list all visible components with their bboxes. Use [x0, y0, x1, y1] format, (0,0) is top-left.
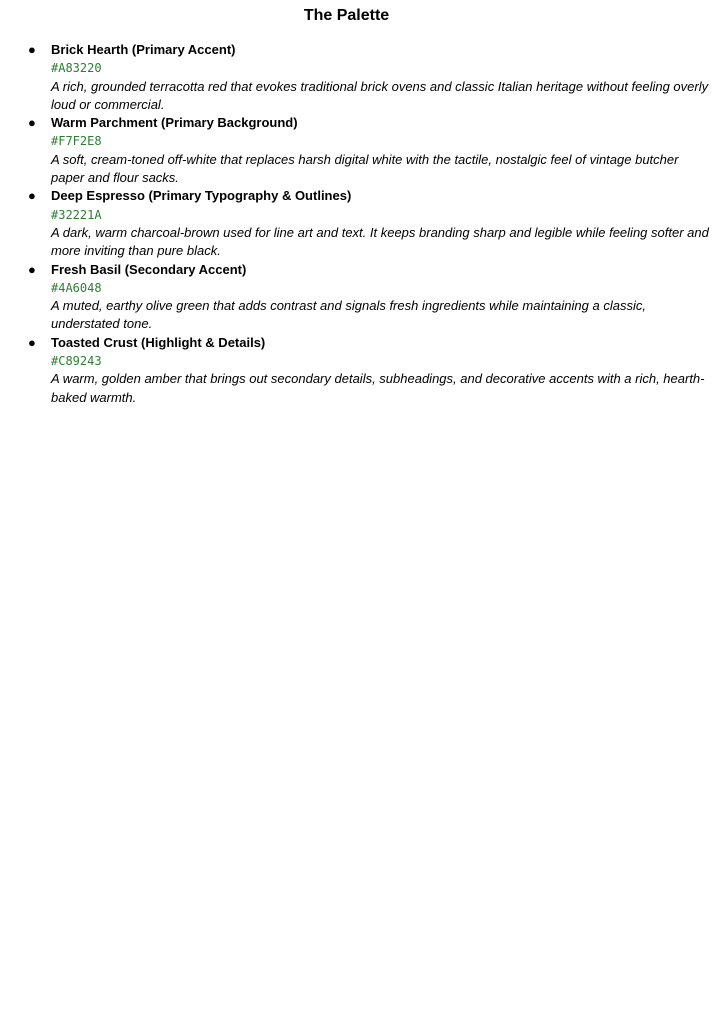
bullet-icon: ● — [28, 115, 36, 131]
color-name: Fresh Basil (Secondary Accent) — [51, 261, 247, 277]
color-name: Warm Parchment (Primary Background) — [51, 115, 298, 131]
color-description: A muted, earthy olive green that adds contrast and signals fresh ingredients while maintaining a classic, understated tone. — [51, 298, 646, 332]
list-item-brick-hearth — [28, 41, 711, 114]
list-item-deep-espresso — [28, 187, 711, 260]
color-description: A warm, golden amber that brings out secondary details, subheadings, and decorative accents with a rich, hearth-baked warmth. — [51, 371, 705, 405]
color-name: Toasted Crust (Highlight & Details) — [51, 334, 266, 350]
color-hex-code: #4A6048 — [51, 280, 102, 295]
bullet-icon: ● — [28, 42, 36, 57]
list-item-warm-parchment — [28, 114, 711, 187]
color-hex-code: #A83220 — [51, 61, 102, 76]
color-description: A dark, warm charcoal-brown used for line art and text. It keeps branding sharp and legible while feeling softer and more inviting than pure black. — [51, 224, 709, 259]
list-item-fresh-basil — [28, 261, 711, 334]
color-description: A soft, cream-toned off-white that replaces harsh digital white with the tactile, nostalgic feel of vintage butcher paper and flour sacks. — [51, 151, 679, 186]
bullet-icon: ● — [28, 188, 36, 204]
page-title: The Palette — [303, 7, 390, 24]
bullet-icon: ● — [28, 261, 36, 277]
color-hex-code: #C89243 — [51, 354, 102, 369]
list-item-toasted-crust — [28, 334, 711, 407]
bullet-icon: ● — [28, 334, 36, 350]
color-description: A rich, grounded terracotta red that evokes traditional brick ovens and classic Italian heritage without feeling overly loud or commercial. — [51, 78, 709, 112]
color-hex-code: #F7F2E8 — [51, 134, 102, 149]
color-name: Deep Espresso (Primary Typography & Outlines) — [51, 188, 352, 204]
palette-list — [28, 41, 711, 407]
color-hex-code: #32221A — [51, 207, 102, 222]
color-name: Brick Hearth (Primary Accent) — [51, 42, 236, 57]
